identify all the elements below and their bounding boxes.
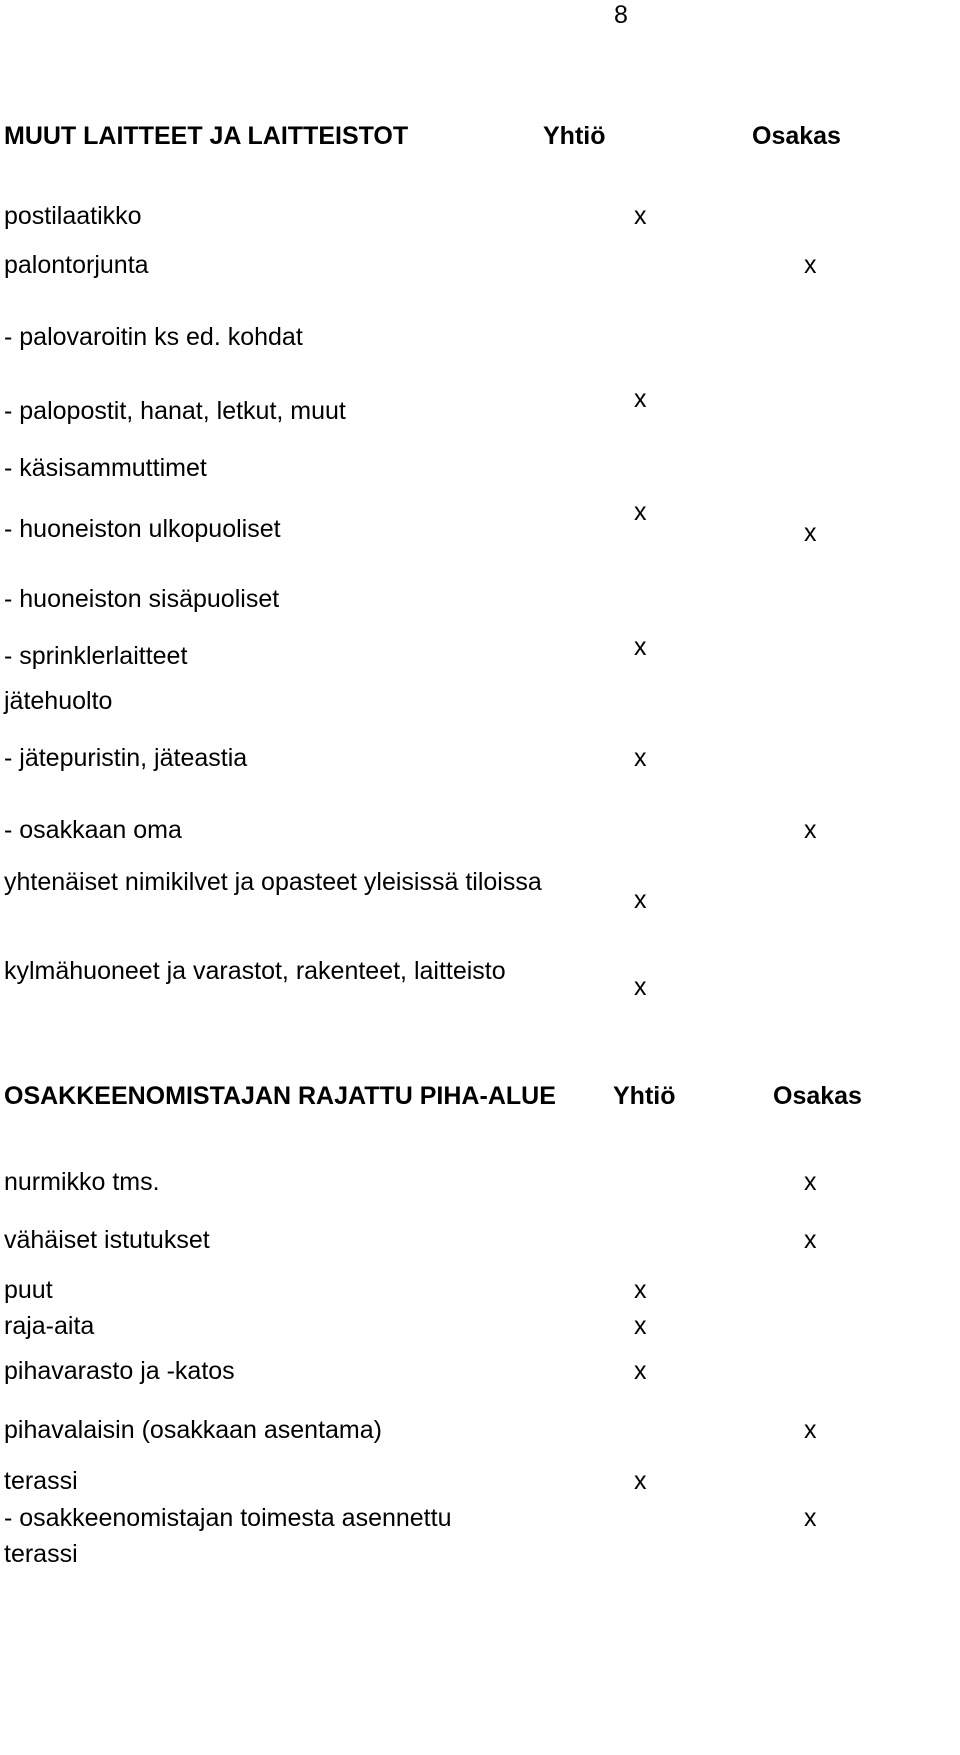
row-label: nurmikko tms.	[4, 1168, 160, 1196]
row-label: puut	[4, 1276, 53, 1304]
row-label: - huoneiston sisäpuoliset	[4, 585, 280, 613]
row-mark-company: x	[634, 202, 647, 230]
row-label: palontorjunta	[4, 251, 149, 279]
row-mark-owner: x	[804, 816, 817, 844]
row-label: - huoneiston ulkopuoliset	[4, 515, 281, 543]
row-label: vähäiset istutukset	[4, 1226, 210, 1254]
column-header-owner: Osakas	[752, 122, 841, 150]
row-label: raja-aita	[4, 1312, 95, 1340]
row-label: - palovaroitin ks ed. kohdat	[4, 323, 303, 351]
row-mark-company: x	[634, 633, 647, 661]
row-label: jätehuolto	[4, 687, 113, 715]
row-label: terassi	[4, 1467, 78, 1495]
row-mark-owner: x	[804, 1226, 817, 1254]
row-label: yhtenäiset nimikilvet ja opasteet yleisissä tiloissa	[4, 868, 542, 896]
row-mark-owner: x	[804, 1168, 817, 1196]
row-mark-company: x	[634, 973, 647, 1001]
column-header-owner: Osakas	[773, 1082, 862, 1110]
row-mark-company: x	[634, 1357, 647, 1385]
row-mark-company: x	[634, 744, 647, 772]
row-label: - osakkaan oma	[4, 816, 182, 844]
row-label: - jätepuristin, jäteastia	[4, 744, 248, 772]
row-mark-owner: x	[804, 1416, 817, 1444]
row-mark-company: x	[634, 1276, 647, 1304]
column-header-company: Yhtiö	[543, 122, 606, 150]
row-label: - osakkeenomistajan toimesta asennettu terassi	[4, 1504, 452, 1568]
row-mark-company: x	[634, 498, 647, 526]
row-label: pihavarasto ja -katos	[4, 1357, 235, 1385]
row-label: - palopostit, hanat, letkut, muut	[4, 397, 346, 425]
row-mark-owner: x	[804, 519, 817, 547]
row-label: - käsisammuttimet	[4, 454, 207, 482]
column-header-company: Yhtiö	[613, 1082, 676, 1110]
row-mark-owner: x	[804, 251, 817, 279]
section-heading: OSAKKEENOMISTAJAN RAJATTU PIHA-ALUE	[4, 1082, 556, 1110]
row-mark-company: x	[634, 385, 647, 413]
row-label: pihavalaisin (osakkaan asentama)	[4, 1416, 382, 1444]
row-label: kylmähuoneet ja varastot, rakenteet, laitteisto	[4, 957, 506, 985]
row-mark-company: x	[634, 886, 647, 914]
row-mark-company: x	[634, 1312, 647, 1340]
row-mark-owner: x	[804, 1504, 817, 1532]
section-heading: MUUT LAITTEET JA LAITTEISTOT	[4, 122, 409, 150]
row-label: postilaatikko	[4, 202, 142, 230]
row-mark-company: x	[634, 1467, 647, 1495]
page-number: 8	[614, 1, 628, 29]
row-label: - sprinklerlaitteet	[4, 642, 188, 670]
